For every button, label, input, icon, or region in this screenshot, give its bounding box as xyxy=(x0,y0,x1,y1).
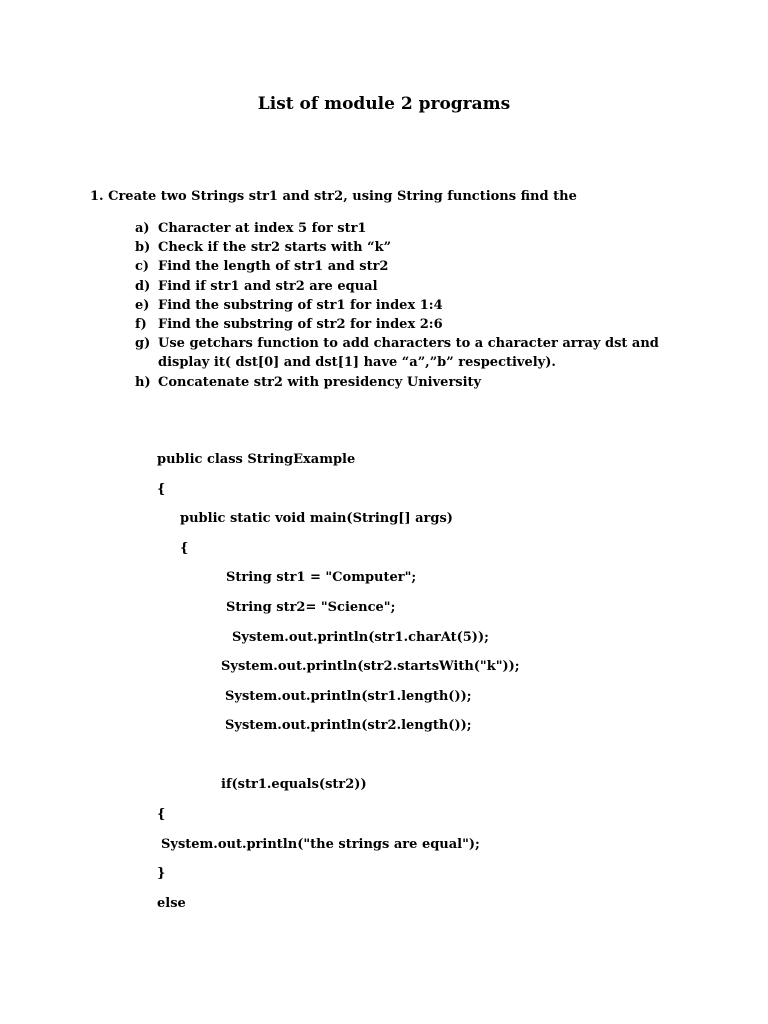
list-item xyxy=(135,219,675,238)
list-item-text: Use getchars function to add characters to a character array dst and display it( dst[0] and dst[1] have “a”,”b” respectively). xyxy=(158,336,659,371)
code-line: if(str1.equals(str2)) xyxy=(221,777,367,792)
code-line: System.out.println(str2.length()); xyxy=(225,718,472,733)
list-item-letter: c) xyxy=(135,259,150,275)
list-item-letter: d) xyxy=(135,278,151,294)
list-item-letter: f) xyxy=(135,317,147,333)
code-line: public static void main(String[] args) xyxy=(180,511,453,526)
list-item-letter: b) xyxy=(135,240,151,256)
list-item-text: Find the substring of str2 for index 2:6 xyxy=(158,317,443,333)
list-item xyxy=(135,315,675,334)
code-line: else xyxy=(157,896,186,911)
list-item xyxy=(135,257,675,276)
list-item xyxy=(135,296,675,315)
list-item-text: Find the substring of str1 for index 1:4 xyxy=(158,297,443,313)
list-item xyxy=(135,238,675,257)
list-item-letter: g) xyxy=(135,336,151,352)
code-line: } xyxy=(157,866,166,881)
code-line: System.out.println(str1.charAt(5)); xyxy=(232,630,489,645)
list-item xyxy=(135,277,675,296)
code-line: System.out.println(str1.length()); xyxy=(225,689,472,704)
list-item xyxy=(135,373,675,392)
list-item-letter: a) xyxy=(135,221,150,236)
list-item-text: Concatenate str2 with presidency University xyxy=(158,374,482,390)
code-line: { xyxy=(157,482,166,497)
list-item-letter: h) xyxy=(135,374,151,390)
list-item xyxy=(135,334,675,372)
list-item-text: Check if the str2 starts with “k” xyxy=(158,240,392,256)
list-item-text: Character at index 5 for str1 xyxy=(158,221,367,236)
page-title: List of module 2 programs xyxy=(257,94,511,114)
code-line: { xyxy=(180,541,189,556)
list-item-text: Find if str1 and str2 are equal xyxy=(158,278,378,294)
code-line: System.out.println("the strings are equal"); xyxy=(161,837,480,852)
list-item-letter: e) xyxy=(135,297,150,313)
code-line: String str1 = "Computer"; xyxy=(226,570,417,585)
sub-question-list xyxy=(135,219,675,392)
question-text: 1. Create two Strings str1 and str2, using String functions find the xyxy=(90,189,577,204)
code-line: { xyxy=(157,807,166,822)
code-line: String str2= "Science"; xyxy=(226,600,396,615)
list-item-text: Find the length of str1 and str2 xyxy=(158,259,389,275)
code-line: System.out.println(str2.startsWith("k")); xyxy=(221,659,520,674)
code-line: public class StringExample xyxy=(157,452,356,467)
